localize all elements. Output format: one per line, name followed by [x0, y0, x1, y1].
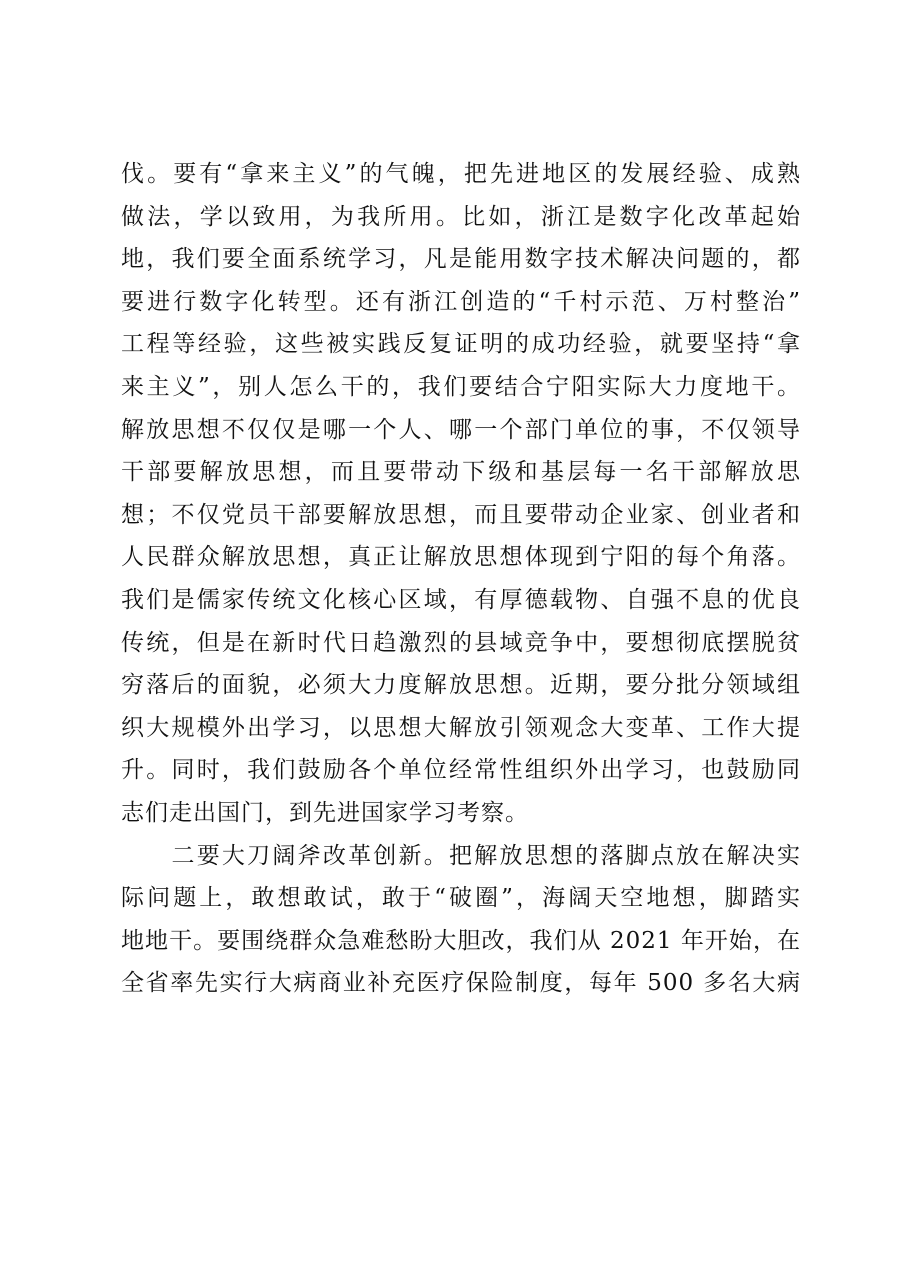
text-line: 解放思想不仅仅是哪一个人、哪一个部门单位的事，不仅领导	[121, 416, 801, 443]
text-line: 地地干。要围绕群众急难愁盼大胆改，我们从 2021 年开始，在	[121, 927, 801, 954]
text-line: 来主义”，别人怎么干的，我们要结合宁阳实际大力度地干。	[121, 373, 801, 400]
text-line: 地，我们要全面系统学习，凡是能用数字技术解决问题的，都	[121, 246, 801, 273]
text-line: 二要大刀阔斧改革创新。把解放思想的落脚点放在解决实	[121, 842, 801, 869]
text-line: 志们走出国门，到先进国家学习考察。	[121, 799, 529, 826]
text-line: 我们是儒家传统文化核心区域，有厚德载物、自强不息的优良	[121, 586, 801, 613]
text-line: 全省率先实行大病商业补充医疗保险制度，每年 500 多名大病	[121, 970, 801, 997]
document-body	[121, 153, 801, 1005]
text-line: 工程等经验，这些被实践反复证明的成功经验，就要坚持“拿	[121, 331, 801, 358]
text-line: 际问题上，敢想敢试，敢于“破圈”，海阔天空地想，脚踏实	[121, 885, 801, 912]
text-line: 伐。要有“拿来主义”的气魄，把先进地区的发展经验、成熟	[121, 161, 801, 187]
text-line: 要进行数字化转型。还有浙江创造的“千村示范、万村整治”	[121, 288, 801, 315]
text-line: 传统，但是在新时代日趋激烈的县域竞争中，要想彻底摆脱贫	[121, 629, 801, 656]
text-line: 想；不仅党员干部要解放思想，而且要带动企业家、创业者和	[121, 501, 801, 528]
text-line: 穷落后的面貌，必须大力度解放思想。近期，要分批分领域组	[121, 672, 801, 699]
text-line: 干部要解放思想，而且要带动下级和基层每一名干部解放思	[121, 459, 801, 486]
text-line: 织大规模外出学习，以思想大解放引领观念大变革、工作大提	[121, 714, 801, 741]
text-line: 人民群众解放思想，真正让解放思想体现到宁阳的每个角落。	[121, 544, 801, 571]
text-line: 做法，学以致用，为我所用。比如，浙江是数字化改革起始	[121, 203, 801, 230]
text-line: 升。同时，我们鼓励各个单位经常性组织外出学习，也鼓励同	[121, 757, 801, 784]
